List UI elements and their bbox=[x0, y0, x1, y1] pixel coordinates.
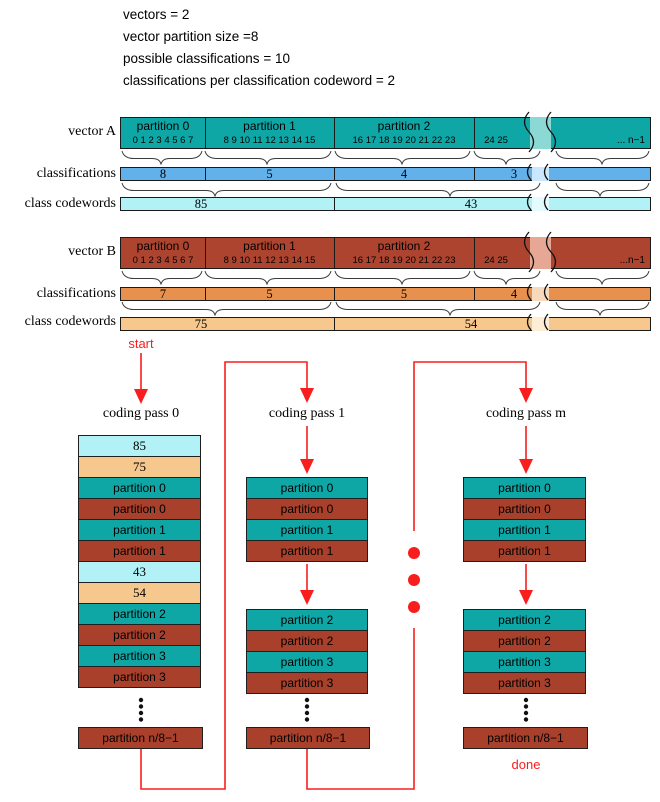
pass0-row: 85 bbox=[78, 435, 201, 457]
codeword-value: 43 bbox=[464, 197, 478, 211]
pass1-row: partition 0 bbox=[246, 477, 368, 499]
passm-row: partition 1 bbox=[463, 519, 586, 541]
pass1-row: partition 1 bbox=[246, 519, 368, 541]
numbers-row: 8 9 10 11 12 13 14 15 bbox=[223, 255, 316, 266]
pass0-row: partition 3 bbox=[78, 666, 201, 688]
config-line-codeword: classifications per classification codeword = 2 bbox=[123, 73, 396, 88]
passm-stack-group1 bbox=[463, 478, 586, 562]
partition-1-cell: partition 1 bbox=[243, 119, 296, 133]
more-passes-ellipsis-dots bbox=[408, 547, 420, 613]
partition-0-cell: partition 0 bbox=[136, 239, 190, 253]
class-codewords-a-bar bbox=[120, 197, 651, 211]
pass0-row: partition 3 bbox=[78, 645, 201, 667]
passm-row: partition 1 bbox=[463, 540, 586, 562]
pass0-row: partition 1 bbox=[78, 540, 201, 562]
passm-stack-group2 bbox=[463, 610, 586, 694]
pass0-row: 54 bbox=[78, 582, 201, 604]
vector-b-bar bbox=[120, 237, 651, 269]
arrow-down-icon bbox=[300, 590, 314, 605]
vector-a-label: vector A bbox=[68, 124, 116, 139]
tail-numbers: ... n−1 bbox=[616, 135, 645, 146]
coding-pass-1-label: coding pass 1 bbox=[268, 406, 346, 421]
partition-2-cell: partition 2 bbox=[377, 239, 431, 253]
class-codewords-a-label: class codewords bbox=[24, 196, 116, 211]
class-codewords-b-label: class codewords bbox=[24, 314, 116, 329]
arrow-down-icon bbox=[300, 459, 314, 474]
pass1-row: partition 3 bbox=[246, 672, 368, 694]
numbers-row: 16 17 18 19 20 21 22 23 bbox=[352, 255, 456, 266]
passm-row: partition 0 bbox=[463, 498, 586, 520]
passm-row: partition 2 bbox=[463, 630, 586, 652]
classification-value: 7 bbox=[159, 287, 167, 301]
classifications-b-label: classifications bbox=[36, 286, 116, 301]
numbers-row: 24 25 bbox=[484, 255, 508, 266]
passm-row: partition 2 bbox=[463, 609, 586, 631]
classifications-a-bar bbox=[120, 167, 651, 181]
classification-value: 5 bbox=[266, 167, 273, 181]
codeword-value: 85 bbox=[194, 197, 208, 211]
arrow-down-icon bbox=[300, 388, 314, 403]
start-label: start bbox=[128, 336, 154, 351]
passm-last-row: partition n/8−1 bbox=[463, 727, 588, 749]
pass0-row: partition 0 bbox=[78, 477, 201, 499]
partition-0-cell: partition 0 bbox=[136, 119, 190, 133]
pass0-row: partition 0 bbox=[78, 498, 201, 520]
segment-divider bbox=[334, 318, 335, 330]
pass1-row: partition 1 bbox=[246, 540, 368, 562]
pass1-row: partition 2 bbox=[246, 609, 368, 631]
pass1-last-row: partition n/8−1 bbox=[246, 727, 370, 749]
pass1-stack-group2 bbox=[246, 610, 368, 694]
config-line-classifications: possible classifications = 10 bbox=[123, 51, 290, 66]
arrow-down-icon bbox=[134, 389, 148, 404]
pass1-row: partition 2 bbox=[246, 630, 368, 652]
pass0-row: 75 bbox=[78, 456, 201, 478]
numbers-row: 24 25 bbox=[484, 135, 508, 146]
coding-pass-m-label: coding pass m bbox=[485, 406, 567, 421]
passm-row: partition 0 bbox=[463, 477, 586, 499]
classification-value: 5 bbox=[400, 287, 408, 301]
config-line-partition-size: vector partition size =8 bbox=[123, 29, 259, 44]
class-codewords-b-bar bbox=[120, 317, 651, 331]
pass0-row: partition 1 bbox=[78, 519, 201, 541]
numbers-row: 8 9 10 11 12 13 14 15 bbox=[223, 135, 316, 146]
partition-2-cell: partition 2 bbox=[377, 119, 431, 133]
pass1-stack-group1 bbox=[246, 478, 368, 562]
segment-divider bbox=[334, 198, 335, 210]
classification-value: 3 bbox=[510, 167, 518, 181]
vector-a-bar bbox=[120, 117, 651, 149]
stack-ellipsis-dots bbox=[139, 698, 528, 722]
pass0-row: partition 2 bbox=[78, 603, 201, 625]
pass0-stack bbox=[78, 436, 201, 688]
numbers-row: 16 17 18 19 20 21 22 23 bbox=[352, 135, 456, 146]
pass0-row: 43 bbox=[78, 561, 201, 583]
vector-b-label: vector B bbox=[68, 244, 116, 259]
pass1-row: partition 0 bbox=[246, 498, 368, 520]
coding-pass-0-label: coding pass 0 bbox=[102, 406, 180, 421]
config-line-vectors: vectors = 2 bbox=[123, 7, 190, 22]
pass1-row: partition 3 bbox=[246, 651, 368, 673]
passm-row: partition 3 bbox=[463, 672, 586, 694]
arrow-down-icon bbox=[519, 388, 533, 403]
numbers-row: 0 1 2 3 4 5 6 7 bbox=[132, 135, 194, 146]
classifications-b-bar bbox=[120, 287, 651, 301]
classification-value: 4 bbox=[400, 167, 408, 181]
arrow-down-icon bbox=[519, 590, 533, 605]
pass0-last-row: partition n/8−1 bbox=[78, 727, 203, 749]
pass0-row: partition 2 bbox=[78, 624, 201, 646]
partition-1-cell: partition 1 bbox=[243, 239, 296, 253]
arrow-down-icon bbox=[519, 459, 533, 474]
classification-value: 5 bbox=[266, 287, 273, 301]
classifications-a-label: classifications bbox=[36, 166, 116, 181]
passm-row: partition 3 bbox=[463, 651, 586, 673]
classification-value: 4 bbox=[510, 287, 518, 301]
done-label: done bbox=[511, 757, 541, 772]
tail-numbers: ...n−1 bbox=[619, 255, 645, 266]
codeword-value: 54 bbox=[464, 317, 478, 331]
classification-value: 8 bbox=[159, 167, 167, 181]
numbers-row: 0 1 2 3 4 5 6 7 bbox=[132, 255, 194, 266]
codeword-value: 75 bbox=[194, 317, 208, 331]
